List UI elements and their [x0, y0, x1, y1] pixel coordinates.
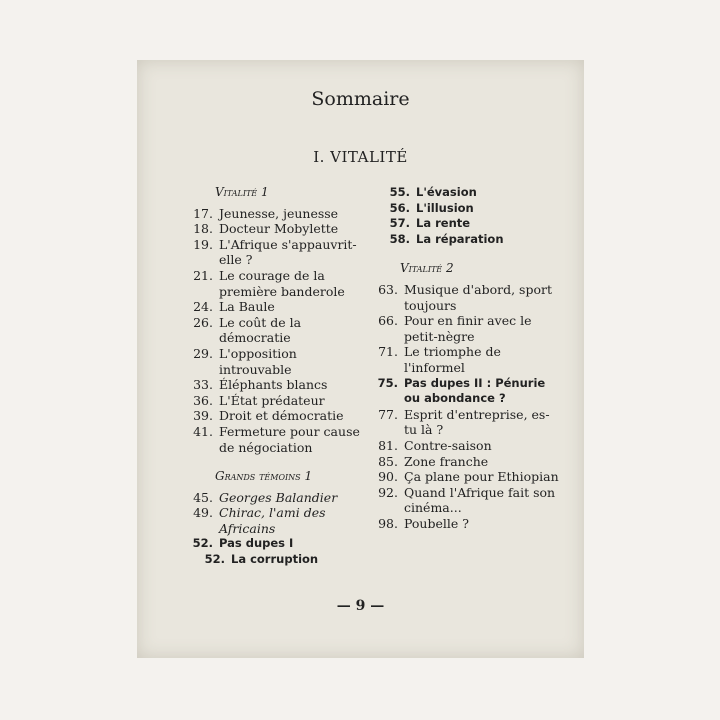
toc-entry-title: Droit et démocratie	[219, 408, 344, 424]
toc-entry	[372, 407, 562, 438]
toc-entry-page: 66.	[378, 313, 398, 329]
toc-entry	[372, 454, 562, 470]
toc-entry-title: Musique d'abord, sport toujours	[404, 281, 552, 313]
toc-entry-page: 17.	[193, 205, 213, 221]
toc-entry-page: 18.	[193, 221, 213, 237]
toc-entry-page: 33.	[193, 377, 213, 393]
toc-entry-title: Georges Balandier	[219, 489, 338, 505]
toc-entry-title: La corruption	[231, 552, 319, 567]
toc-entry-page: 36.	[193, 392, 213, 408]
toc-entry-title: Docteur Mobylette	[219, 221, 339, 237]
toc-entry-title: Pour en finir avec le petit-nègre	[404, 313, 532, 344]
toc-entry	[187, 346, 367, 377]
toc-entry-page: 92.	[378, 484, 398, 500]
toc-entry-page: 19.	[193, 236, 213, 252]
toc-entry-title: Pas dupes II : Pénurie ou abondance ?	[404, 375, 546, 406]
toc-entry	[187, 505, 367, 536]
toc-entry-page: 24.	[193, 299, 213, 315]
toc-entry	[187, 237, 367, 268]
toc-entry-title: Ça plane pour Ethiopian	[404, 469, 559, 485]
toc-entry-page: 85.	[378, 453, 398, 469]
toc-entry-title: Éléphants blancs	[219, 377, 328, 393]
toc-entry	[372, 282, 562, 313]
toc-entry-page: 63.	[378, 281, 398, 297]
section-heading: Grands témoins 1	[215, 469, 313, 484]
toc-entry	[372, 313, 562, 344]
toc-entry	[187, 299, 367, 315]
toc-entry-page: 39.	[193, 408, 213, 424]
toc-entry	[199, 552, 367, 568]
toc-entry	[187, 206, 367, 222]
toc-entry	[372, 344, 562, 375]
toc-entry-title: Le coût de la démocratie	[219, 314, 302, 346]
toc-entry-page: 49.	[193, 505, 213, 521]
toc-entry	[384, 232, 562, 248]
toc-entry-title: La réparation	[416, 231, 504, 246]
toc-entry-page: 77.	[378, 406, 398, 422]
toc-entry	[187, 536, 367, 552]
toc-entry	[372, 438, 562, 454]
toc-entry-title: L'État prédateur	[219, 392, 325, 408]
toc-entry-title: Esprit d'entreprise, es-tu là ?	[404, 406, 550, 438]
toc-entry-page: 26.	[193, 314, 213, 330]
toc-entry-page: 81.	[378, 437, 398, 453]
toc-entry-title: L'illusion	[416, 200, 474, 215]
toc-entry-page: 71.	[378, 344, 398, 360]
toc-entry-page: 56.	[389, 200, 410, 215]
part-title: I. VITALITÉ	[313, 148, 408, 166]
toc-entry	[384, 185, 562, 201]
toc-entry-page: 29.	[193, 345, 213, 361]
toc-entry-page: 52.	[204, 552, 225, 567]
toc-entry	[187, 424, 367, 455]
toc-entry	[372, 485, 562, 516]
toc-entry	[384, 216, 562, 232]
toc-entry-title: Quand l'Afrique fait son cinéma...	[404, 484, 556, 516]
toc-entry-page: 90.	[378, 469, 398, 485]
toc-entry-title: Zone franche	[404, 453, 489, 469]
toc-entry	[384, 201, 562, 217]
spacer	[372, 247, 562, 261]
spacer	[187, 455, 367, 469]
toc-entry	[187, 268, 367, 299]
toc-entry	[187, 490, 367, 506]
page-number: — 9 —	[336, 598, 385, 614]
toc-entry-title: La Baule	[219, 299, 275, 315]
section-heading: Vitalité 2	[400, 261, 454, 276]
toc-entry	[372, 376, 562, 407]
toc-entry-page: 58.	[389, 231, 410, 246]
toc-entry-page: 21.	[193, 267, 213, 283]
toc-entry	[187, 221, 367, 237]
toc-entry-page: 98.	[378, 515, 398, 531]
section-heading: Vitalité 1	[215, 185, 269, 199]
toc-entry-title: Chirac, l'ami des Africains	[219, 505, 326, 536]
toc-entry-page: 52.	[192, 536, 213, 551]
toc-entry	[187, 377, 367, 393]
toc-entry-page: 41.	[193, 423, 213, 439]
toc-entry-title: L'évasion	[416, 185, 477, 199]
toc-entry-title: Poubelle ?	[404, 515, 469, 531]
toc-entry-title: La rente	[416, 216, 471, 231]
toc-entry-title: Le courage de la première banderole	[219, 267, 345, 299]
toc-entry-title: L'opposition introuvable	[219, 345, 297, 377]
toc-left-column	[187, 185, 367, 568]
toc-entry-page: 57.	[389, 216, 410, 231]
page-title: Sommaire	[311, 88, 410, 110]
toc-entry	[372, 469, 562, 485]
toc-entry	[187, 393, 367, 409]
toc-entry	[372, 516, 562, 532]
toc-right-column	[372, 185, 562, 531]
toc-entry-page: 75.	[377, 375, 398, 390]
toc-entry-title: Le triomphe de l'informel	[404, 344, 501, 375]
toc-entry-title: L'Afrique s'appauvrit-elle ?	[219, 236, 357, 268]
toc-entry-title: Jeunesse, jeunesse	[219, 205, 339, 221]
toc-entry-page: 45.	[193, 489, 213, 505]
toc-entry-title: Pas dupes I	[219, 536, 294, 551]
book-page	[137, 60, 584, 658]
toc-entry	[187, 315, 367, 346]
toc-entry	[187, 408, 367, 424]
toc-entry-title: Fermeture pour cause de négociation	[219, 423, 360, 455]
toc-entry-title: Contre-saison	[404, 437, 492, 453]
toc-entry-page: 55.	[389, 185, 410, 199]
